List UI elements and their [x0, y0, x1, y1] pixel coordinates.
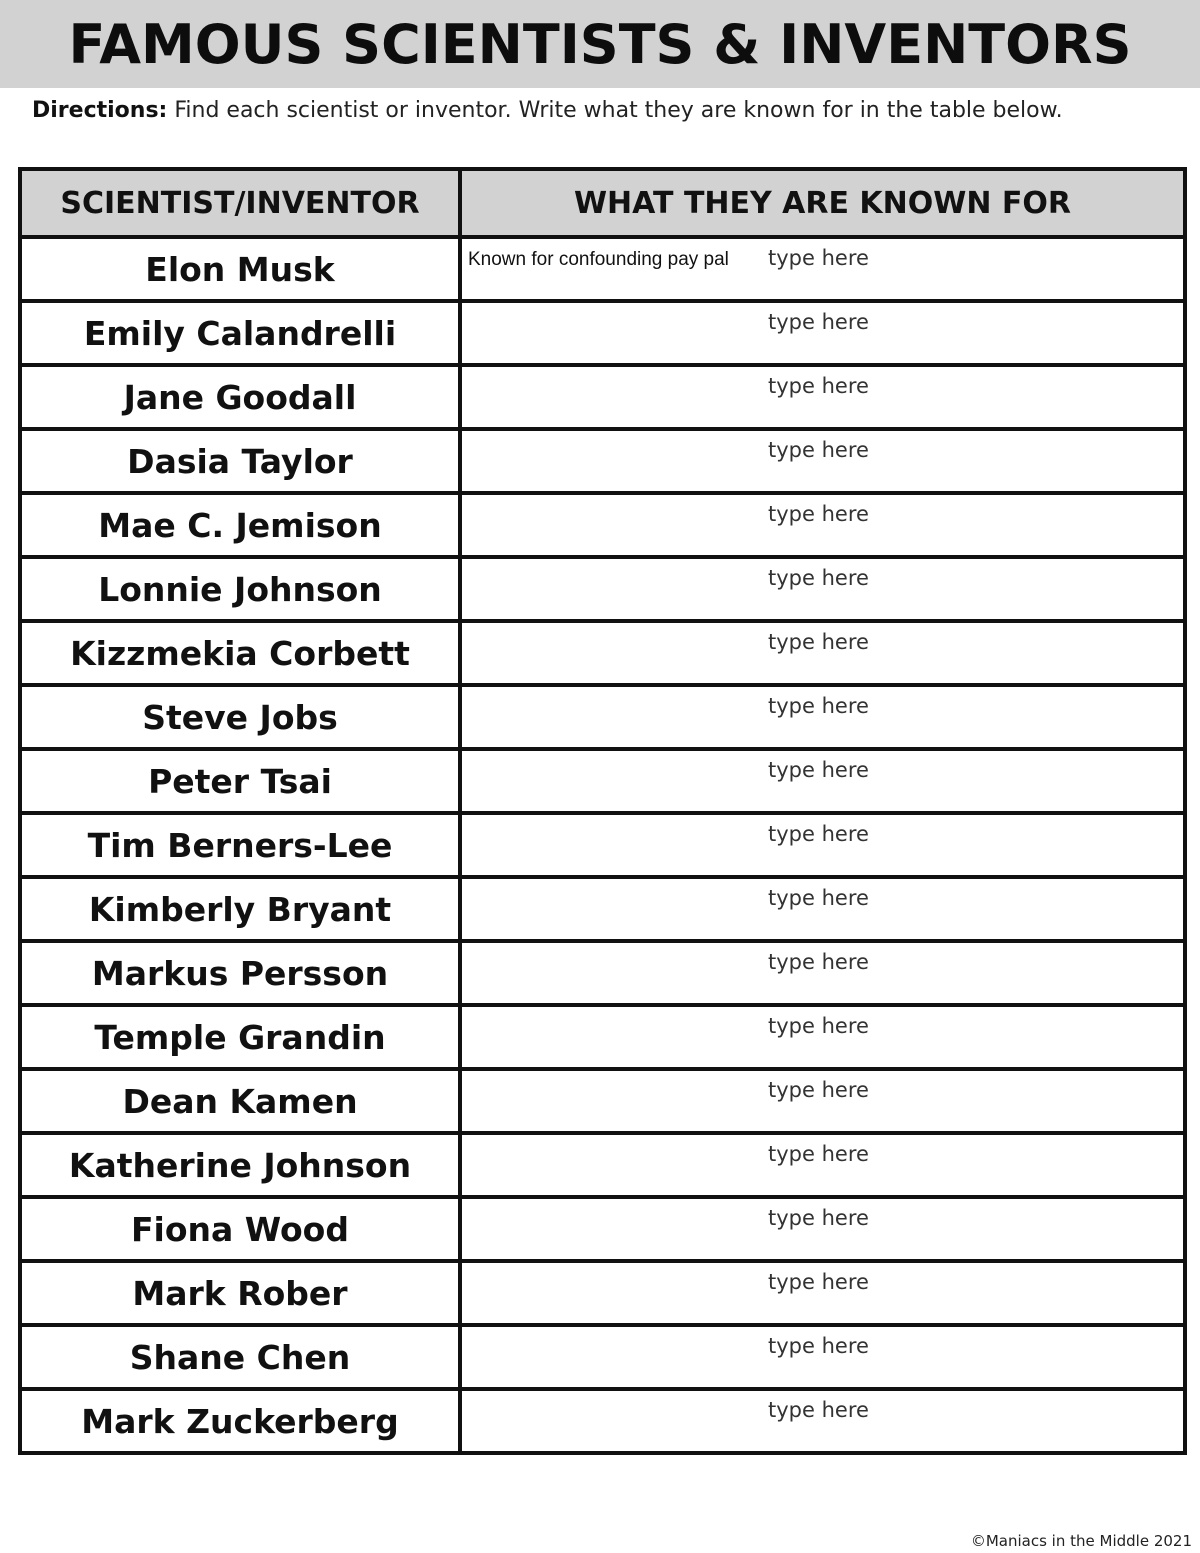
answer-field[interactable]	[460, 1197, 1185, 1261]
type-here-placeholder[interactable]: type here	[768, 1398, 869, 1422]
answer-field[interactable]	[460, 1325, 1185, 1389]
type-here-placeholder[interactable]: type here	[768, 1078, 869, 1102]
table-row	[20, 877, 1185, 941]
copyright-notice: ©Maniacs in the Middle 2021	[970, 1532, 1192, 1550]
scientist-name: Jane Goodall	[20, 365, 460, 429]
scientist-name: Katherine Johnson	[20, 1133, 460, 1197]
answer-field[interactable]	[460, 301, 1185, 365]
type-here-placeholder[interactable]: type here	[768, 502, 869, 526]
table-row	[20, 493, 1185, 557]
answer-field[interactable]	[460, 1389, 1185, 1453]
directions-text: Find each scientist or inventor. Write what they are known for in the table below.	[167, 98, 1063, 123]
table-row	[20, 557, 1185, 621]
table-row	[20, 301, 1185, 365]
scientist-name: Peter Tsai	[20, 749, 460, 813]
table-row	[20, 1261, 1185, 1325]
type-here-placeholder[interactable]: type here	[768, 438, 869, 462]
table-row	[20, 1325, 1185, 1389]
type-here-placeholder[interactable]: type here	[768, 1270, 869, 1294]
answer-field[interactable]	[460, 365, 1185, 429]
directions-label: Directions:	[32, 98, 168, 123]
type-here-placeholder[interactable]: type here	[768, 1334, 869, 1358]
type-here-placeholder[interactable]: type here	[768, 886, 869, 910]
type-here-placeholder[interactable]: type here	[768, 1142, 869, 1166]
scientist-name: Kimberly Bryant	[20, 877, 460, 941]
type-here-placeholder[interactable]: type here	[768, 758, 869, 782]
answer-field[interactable]	[460, 941, 1185, 1005]
scientist-name: Tim Berners-Lee	[20, 813, 460, 877]
answer-field[interactable]	[460, 429, 1185, 493]
type-here-placeholder[interactable]: type here	[768, 1206, 869, 1230]
type-here-placeholder[interactable]: type here	[768, 310, 869, 334]
title-bar	[0, 0, 1200, 88]
scientist-name: Elon Musk	[20, 237, 460, 301]
answer-field[interactable]	[460, 237, 1185, 301]
answer-field[interactable]	[460, 1005, 1185, 1069]
answer-field[interactable]	[460, 749, 1185, 813]
table-row	[20, 813, 1185, 877]
table-row	[20, 941, 1185, 1005]
type-here-placeholder[interactable]: type here	[768, 246, 869, 270]
scientist-name: Mark Zuckerberg	[20, 1389, 460, 1453]
page-title: FAMOUS SCIENTISTS & INVENTORS	[68, 12, 1132, 76]
answer-field[interactable]	[460, 1069, 1185, 1133]
column-header-scientist: SCIENTIST/INVENTOR	[20, 169, 460, 237]
table-row	[20, 749, 1185, 813]
type-here-placeholder[interactable]: type here	[768, 694, 869, 718]
table-row	[20, 1389, 1185, 1453]
table-row	[20, 365, 1185, 429]
scientist-name: Mae C. Jemison	[20, 493, 460, 557]
answer-field[interactable]	[460, 1261, 1185, 1325]
scientist-name: Emily Calandrelli	[20, 301, 460, 365]
table-row	[20, 429, 1185, 493]
answer-field[interactable]	[460, 813, 1185, 877]
scientist-name: Dasia Taylor	[20, 429, 460, 493]
table-row	[20, 1069, 1185, 1133]
scientist-name: Mark Rober	[20, 1261, 460, 1325]
scientist-name: Steve Jobs	[20, 685, 460, 749]
type-here-placeholder[interactable]: type here	[768, 566, 869, 590]
answer-field[interactable]	[460, 493, 1185, 557]
table-row	[20, 237, 1185, 301]
scientist-name: Kizzmekia Corbett	[20, 621, 460, 685]
scientist-name: Fiona Wood	[20, 1197, 460, 1261]
table-row	[20, 1133, 1185, 1197]
type-here-placeholder[interactable]: type here	[768, 374, 869, 398]
scientist-name: Shane Chen	[20, 1325, 460, 1389]
scientist-name: Dean Kamen	[20, 1069, 460, 1133]
table-row	[20, 1197, 1185, 1261]
type-here-placeholder[interactable]: type here	[768, 1014, 869, 1038]
table-row	[20, 1005, 1185, 1069]
worksheet-table	[18, 167, 1187, 1455]
table-header-row	[20, 169, 1185, 237]
answer-field[interactable]	[460, 877, 1185, 941]
type-here-placeholder[interactable]: type here	[768, 822, 869, 846]
type-here-placeholder[interactable]: type here	[768, 950, 869, 974]
scientist-name: Lonnie Johnson	[20, 557, 460, 621]
answer-field[interactable]	[460, 557, 1185, 621]
type-here-placeholder[interactable]: type here	[768, 630, 869, 654]
answer-text[interactable]: Known for confounding pay pal	[468, 249, 729, 270]
answer-field[interactable]	[460, 621, 1185, 685]
directions	[32, 94, 1162, 127]
table-body	[20, 237, 1185, 1453]
column-header-known-for: WHAT THEY ARE KNOWN FOR	[460, 169, 1185, 237]
table-row	[20, 621, 1185, 685]
answer-field[interactable]	[460, 685, 1185, 749]
scientist-name: Markus Persson	[20, 941, 460, 1005]
table-row	[20, 685, 1185, 749]
scientist-name: Temple Grandin	[20, 1005, 460, 1069]
answer-field[interactable]	[460, 1133, 1185, 1197]
